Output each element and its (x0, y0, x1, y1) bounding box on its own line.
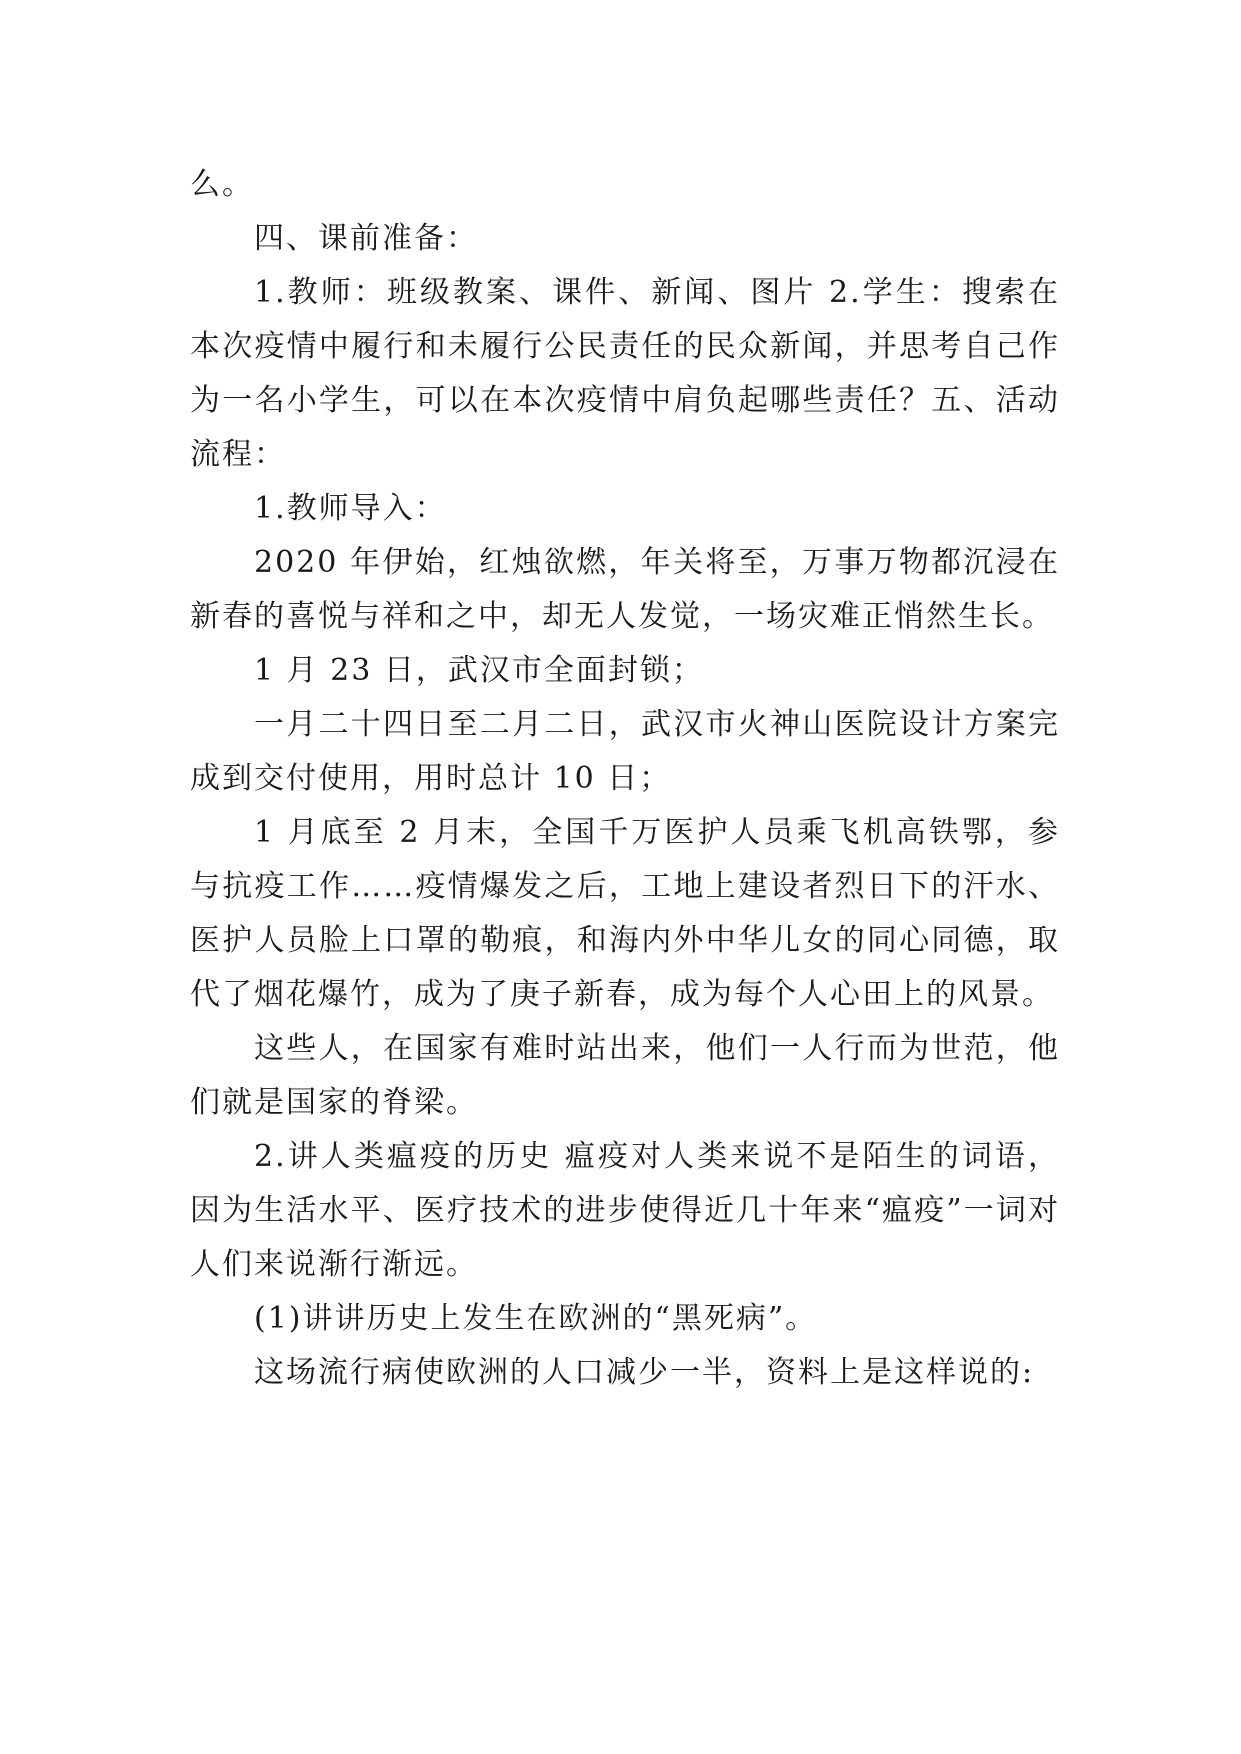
paragraph-preparation-items: 1.教师：班级教案、课件、新闻、图片 2.学生：搜索在本次疫情中履行和未履行公民责任的民众新闻，并思考自己作为一名小学生，可以在本次疫情中肩负起哪些责任？五、活动流程： (190, 275, 1060, 472)
paragraph-2020-opening: 2020 年伊始，红烛欲燃，年关将至，万事万物都沉浸在新春的喜悦与祥和之中，却无人发觉，一场灾难正悄然生长。 (190, 545, 1060, 634)
paragraph-plague-history: 2.讲人类瘟疫的历史 瘟疫对人类来说不是陌生的词语，因为生活水平、医疗技术的进步使得近几十年来“瘟疫”一词对人们来说渐行渐远。 (190, 1139, 1060, 1282)
subheading-teacher-intro: 1.教师导入： (254, 491, 447, 526)
paragraph-huoshenshan: 一月二十四日至二月二日，武汉市火神山医院设计方案完成到交付使用，用时总计 10 日； (190, 707, 1060, 796)
paragraph-jan-23: 1 月 23 日，武汉市全面封锁； (254, 653, 704, 688)
section-heading-preparation: 四、课前准备： (254, 221, 478, 256)
document-body (190, 158, 1060, 1400)
paragraph-continuation: 么。 (190, 167, 254, 202)
paragraph-medical-staff: 1 月底至 2 月末，全国千万医护人员乘飞机高铁鄂，参与抗疫工作……疫情爆发之后，工地上建设者烈日下的汗水、医护人员脸上口罩的勒痕，和海内外中华儿女的同心同德，取代了烟花爆竹，成为了庚子新春，成为每个人心田上的风景。 (190, 815, 1060, 1012)
paragraph-national-backbone: 这些人，在国家有难时站出来，他们一人行而为世范，他们就是国家的脊梁。 (190, 1031, 1060, 1120)
paragraph-black-death: (1)讲讲历史上发生在欧洲的“黑死病”。 (254, 1301, 818, 1336)
paragraph-population-loss: 这场流行病使欧洲的人口减少一半，资料上是这样说的: (254, 1355, 1035, 1390)
